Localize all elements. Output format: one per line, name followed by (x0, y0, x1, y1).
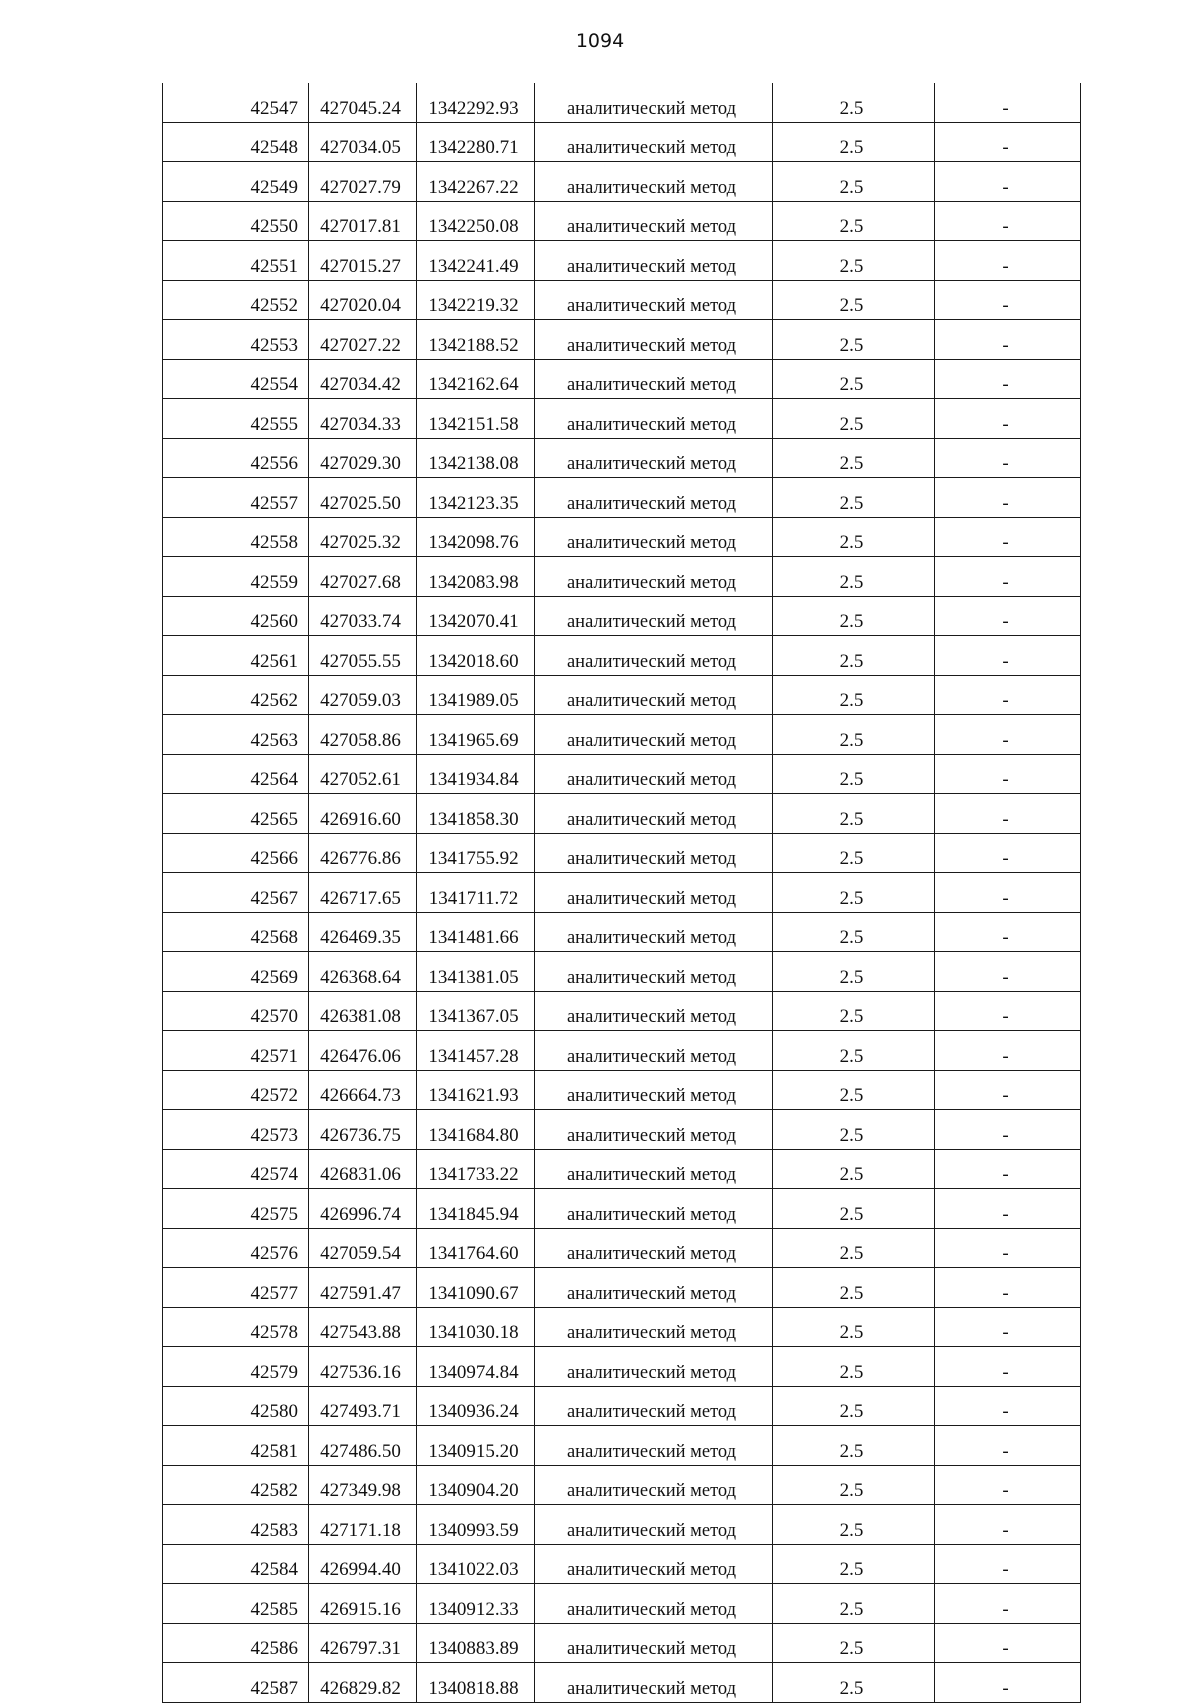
accuracy-cell: 2.5 (773, 1070, 935, 1110)
method-cell: аналитический метод (535, 241, 773, 281)
accuracy-cell: 2.5 (773, 83, 935, 122)
point-number-cell: 42579 (163, 1347, 309, 1387)
y-coordinate-cell: 1341090.67 (417, 1268, 535, 1308)
note-cell: - (935, 636, 1081, 676)
note-cell: - (935, 1623, 1081, 1663)
accuracy-cell: 2.5 (773, 1544, 935, 1584)
y-coordinate-cell: 1342267.22 (417, 162, 535, 202)
accuracy-cell: 2.5 (773, 675, 935, 715)
note-cell: - (935, 873, 1081, 913)
point-number-cell: 42570 (163, 991, 309, 1031)
table-row (163, 557, 1081, 597)
x-coordinate-cell: 426829.82 (309, 1663, 417, 1703)
point-number-cell: 42569 (163, 952, 309, 992)
accuracy-cell: 2.5 (773, 991, 935, 1031)
x-coordinate-cell: 427058.86 (309, 715, 417, 755)
accuracy-cell: 2.5 (773, 794, 935, 834)
x-coordinate-cell: 427591.47 (309, 1268, 417, 1308)
accuracy-cell: 2.5 (773, 1426, 935, 1466)
point-number-cell: 42550 (163, 201, 309, 241)
method-cell: аналитический метод (535, 201, 773, 241)
table-row (163, 715, 1081, 755)
point-number-cell: 42574 (163, 1149, 309, 1189)
y-coordinate-cell: 1342162.64 (417, 359, 535, 399)
accuracy-cell: 2.5 (773, 1189, 935, 1229)
method-cell: аналитический метод (535, 320, 773, 360)
accuracy-cell: 2.5 (773, 1307, 935, 1347)
point-number-cell: 42558 (163, 517, 309, 557)
accuracy-cell: 2.5 (773, 873, 935, 913)
x-coordinate-cell: 427171.18 (309, 1505, 417, 1545)
method-cell: аналитический метод (535, 1386, 773, 1426)
point-number-cell: 42573 (163, 1110, 309, 1150)
method-cell: аналитический метод (535, 517, 773, 557)
y-coordinate-cell: 1341733.22 (417, 1149, 535, 1189)
y-coordinate-cell: 1340818.88 (417, 1663, 535, 1703)
note-cell: - (935, 1426, 1081, 1466)
point-number-cell: 42576 (163, 1228, 309, 1268)
method-cell: аналитический метод (535, 991, 773, 1031)
y-coordinate-cell: 1341934.84 (417, 754, 535, 794)
accuracy-cell: 2.5 (773, 122, 935, 162)
accuracy-cell: 2.5 (773, 1110, 935, 1150)
note-cell: - (935, 1268, 1081, 1308)
method-cell: аналитический метод (535, 1505, 773, 1545)
table-row (163, 1268, 1081, 1308)
point-number-cell: 42585 (163, 1584, 309, 1624)
y-coordinate-cell: 1341989.05 (417, 675, 535, 715)
x-coordinate-cell: 426915.16 (309, 1584, 417, 1624)
y-coordinate-cell: 1342018.60 (417, 636, 535, 676)
y-coordinate-cell: 1341711.72 (417, 873, 535, 913)
point-number-cell: 42556 (163, 438, 309, 478)
page-number: 1094 (575, 30, 625, 52)
accuracy-cell: 2.5 (773, 754, 935, 794)
x-coordinate-cell: 426831.06 (309, 1149, 417, 1189)
table-row (163, 83, 1081, 122)
table-row (163, 1031, 1081, 1071)
y-coordinate-cell: 1341755.92 (417, 833, 535, 873)
note-cell: - (935, 122, 1081, 162)
y-coordinate-cell: 1340904.20 (417, 1465, 535, 1505)
x-coordinate-cell: 427493.71 (309, 1386, 417, 1426)
table-row (163, 754, 1081, 794)
method-cell: аналитический метод (535, 596, 773, 636)
y-coordinate-cell: 1341621.93 (417, 1070, 535, 1110)
coordinates-table (162, 83, 1081, 1703)
method-cell: аналитический метод (535, 675, 773, 715)
method-cell: аналитический метод (535, 1623, 773, 1663)
point-number-cell: 42568 (163, 912, 309, 952)
table-row (163, 517, 1081, 557)
y-coordinate-cell: 1340936.24 (417, 1386, 535, 1426)
accuracy-cell: 2.5 (773, 1465, 935, 1505)
y-coordinate-cell: 1341030.18 (417, 1307, 535, 1347)
x-coordinate-cell: 427020.04 (309, 280, 417, 320)
x-coordinate-cell: 427017.81 (309, 201, 417, 241)
table-row (163, 478, 1081, 518)
note-cell: - (935, 675, 1081, 715)
y-coordinate-cell: 1341845.94 (417, 1189, 535, 1229)
point-number-cell: 42554 (163, 359, 309, 399)
x-coordinate-cell: 426916.60 (309, 794, 417, 834)
note-cell: - (935, 1584, 1081, 1624)
note-cell: - (935, 359, 1081, 399)
note-cell: - (935, 1228, 1081, 1268)
note-cell: - (935, 557, 1081, 597)
method-cell: аналитический метод (535, 1347, 773, 1387)
y-coordinate-cell: 1341481.66 (417, 912, 535, 952)
x-coordinate-cell: 426736.75 (309, 1110, 417, 1150)
accuracy-cell: 2.5 (773, 715, 935, 755)
x-coordinate-cell: 427025.50 (309, 478, 417, 518)
x-coordinate-cell: 427027.22 (309, 320, 417, 360)
accuracy-cell: 2.5 (773, 517, 935, 557)
accuracy-cell: 2.5 (773, 952, 935, 992)
point-number-cell: 42571 (163, 1031, 309, 1071)
y-coordinate-cell: 1342241.49 (417, 241, 535, 281)
method-cell: аналитический метод (535, 1110, 773, 1150)
method-cell: аналитический метод (535, 557, 773, 597)
y-coordinate-cell: 1342219.32 (417, 280, 535, 320)
x-coordinate-cell: 427029.30 (309, 438, 417, 478)
x-coordinate-cell: 426994.40 (309, 1544, 417, 1584)
method-cell: аналитический метод (535, 715, 773, 755)
accuracy-cell: 2.5 (773, 399, 935, 439)
method-cell: аналитический метод (535, 754, 773, 794)
y-coordinate-cell: 1341022.03 (417, 1544, 535, 1584)
x-coordinate-cell: 427034.33 (309, 399, 417, 439)
point-number-cell: 42582 (163, 1465, 309, 1505)
x-coordinate-cell: 427055.55 (309, 636, 417, 676)
y-coordinate-cell: 1342123.35 (417, 478, 535, 518)
method-cell: аналитический метод (535, 1465, 773, 1505)
method-cell: аналитический метод (535, 1189, 773, 1229)
accuracy-cell: 2.5 (773, 1505, 935, 1545)
method-cell: аналитический метод (535, 1268, 773, 1308)
x-coordinate-cell: 426469.35 (309, 912, 417, 952)
x-coordinate-cell: 427349.98 (309, 1465, 417, 1505)
accuracy-cell: 2.5 (773, 912, 935, 952)
note-cell: - (935, 1307, 1081, 1347)
point-number-cell: 42587 (163, 1663, 309, 1703)
x-coordinate-cell: 426381.08 (309, 991, 417, 1031)
point-number-cell: 42565 (163, 794, 309, 834)
x-coordinate-cell: 426717.65 (309, 873, 417, 913)
table-row (163, 794, 1081, 834)
y-coordinate-cell: 1342098.76 (417, 517, 535, 557)
point-number-cell: 42564 (163, 754, 309, 794)
table-row (163, 991, 1081, 1031)
method-cell: аналитический метод (535, 1544, 773, 1584)
x-coordinate-cell: 427059.03 (309, 675, 417, 715)
coordinates-table-body (163, 83, 1081, 1702)
note-cell: - (935, 478, 1081, 518)
x-coordinate-cell: 427536.16 (309, 1347, 417, 1387)
accuracy-cell: 2.5 (773, 478, 935, 518)
method-cell: аналитический метод (535, 83, 773, 122)
point-number-cell: 42560 (163, 596, 309, 636)
point-number-cell: 42559 (163, 557, 309, 597)
accuracy-cell: 2.5 (773, 557, 935, 597)
accuracy-cell: 2.5 (773, 438, 935, 478)
point-number-cell: 42552 (163, 280, 309, 320)
y-coordinate-cell: 1341381.05 (417, 952, 535, 992)
point-number-cell: 42567 (163, 873, 309, 913)
accuracy-cell: 2.5 (773, 1268, 935, 1308)
accuracy-cell: 2.5 (773, 201, 935, 241)
method-cell: аналитический метод (535, 478, 773, 518)
note-cell: - (935, 1031, 1081, 1071)
point-number-cell: 42563 (163, 715, 309, 755)
note-cell: - (935, 201, 1081, 241)
point-number-cell: 42586 (163, 1623, 309, 1663)
y-coordinate-cell: 1342250.08 (417, 201, 535, 241)
table-row (163, 675, 1081, 715)
x-coordinate-cell: 427025.32 (309, 517, 417, 557)
method-cell: аналитический метод (535, 1307, 773, 1347)
table-row (163, 1149, 1081, 1189)
table-row (163, 1070, 1081, 1110)
accuracy-cell: 2.5 (773, 1386, 935, 1426)
table-row (163, 122, 1081, 162)
x-coordinate-cell: 426368.64 (309, 952, 417, 992)
note-cell: - (935, 991, 1081, 1031)
table-row (163, 1505, 1081, 1545)
accuracy-cell: 2.5 (773, 241, 935, 281)
point-number-cell: 42566 (163, 833, 309, 873)
table-row (163, 162, 1081, 202)
y-coordinate-cell: 1342280.71 (417, 122, 535, 162)
point-number-cell: 42547 (163, 83, 309, 122)
x-coordinate-cell: 427027.68 (309, 557, 417, 597)
y-coordinate-cell: 1341764.60 (417, 1228, 535, 1268)
table-row (163, 1584, 1081, 1624)
y-coordinate-cell: 1342188.52 (417, 320, 535, 360)
method-cell: аналитический метод (535, 1031, 773, 1071)
accuracy-cell: 2.5 (773, 320, 935, 360)
point-number-cell: 42580 (163, 1386, 309, 1426)
method-cell: аналитический метод (535, 1663, 773, 1703)
note-cell: - (935, 241, 1081, 281)
method-cell: аналитический метод (535, 1070, 773, 1110)
accuracy-cell: 2.5 (773, 1149, 935, 1189)
point-number-cell: 42561 (163, 636, 309, 676)
table-row (163, 1663, 1081, 1703)
table-row (163, 1465, 1081, 1505)
table-row (163, 596, 1081, 636)
table-row (163, 241, 1081, 281)
method-cell: аналитический метод (535, 1228, 773, 1268)
x-coordinate-cell: 427059.54 (309, 1228, 417, 1268)
y-coordinate-cell: 1340883.89 (417, 1623, 535, 1663)
x-coordinate-cell: 427027.79 (309, 162, 417, 202)
table-row (163, 1623, 1081, 1663)
x-coordinate-cell: 426797.31 (309, 1623, 417, 1663)
method-cell: аналитический метод (535, 833, 773, 873)
accuracy-cell: 2.5 (773, 1584, 935, 1624)
y-coordinate-cell: 1342070.41 (417, 596, 535, 636)
note-cell: - (935, 912, 1081, 952)
y-coordinate-cell: 1340915.20 (417, 1426, 535, 1466)
table-row (163, 1110, 1081, 1150)
method-cell: аналитический метод (535, 1426, 773, 1466)
accuracy-cell: 2.5 (773, 1663, 935, 1703)
table-row (163, 201, 1081, 241)
point-number-cell: 42551 (163, 241, 309, 281)
note-cell: - (935, 1347, 1081, 1387)
table-row (163, 1307, 1081, 1347)
method-cell: аналитический метод (535, 636, 773, 676)
note-cell: - (935, 83, 1081, 122)
note-cell: - (935, 1386, 1081, 1426)
table-row (163, 873, 1081, 913)
method-cell: аналитический метод (535, 122, 773, 162)
table-row (163, 912, 1081, 952)
note-cell: - (935, 1149, 1081, 1189)
y-coordinate-cell: 1341965.69 (417, 715, 535, 755)
y-coordinate-cell: 1342292.93 (417, 83, 535, 122)
accuracy-cell: 2.5 (773, 636, 935, 676)
table-row (163, 438, 1081, 478)
note-cell: - (935, 162, 1081, 202)
table-row (163, 833, 1081, 873)
method-cell: аналитический метод (535, 1584, 773, 1624)
table-row (163, 359, 1081, 399)
x-coordinate-cell: 426664.73 (309, 1070, 417, 1110)
table-row (163, 1544, 1081, 1584)
method-cell: аналитический метод (535, 438, 773, 478)
table-row (163, 1189, 1081, 1229)
accuracy-cell: 2.5 (773, 162, 935, 202)
note-cell: - (935, 280, 1081, 320)
accuracy-cell: 2.5 (773, 1623, 935, 1663)
table-row (163, 1386, 1081, 1426)
x-coordinate-cell: 427033.74 (309, 596, 417, 636)
point-number-cell: 42562 (163, 675, 309, 715)
note-cell: - (935, 320, 1081, 360)
point-number-cell: 42583 (163, 1505, 309, 1545)
method-cell: аналитический метод (535, 280, 773, 320)
point-number-cell: 42553 (163, 320, 309, 360)
method-cell: аналитический метод (535, 912, 773, 952)
y-coordinate-cell: 1340993.59 (417, 1505, 535, 1545)
method-cell: аналитический метод (535, 162, 773, 202)
point-number-cell: 42572 (163, 1070, 309, 1110)
x-coordinate-cell: 427543.88 (309, 1307, 417, 1347)
table-row (163, 399, 1081, 439)
y-coordinate-cell: 1340974.84 (417, 1347, 535, 1387)
note-cell: - (935, 754, 1081, 794)
table-row (163, 636, 1081, 676)
y-coordinate-cell: 1341684.80 (417, 1110, 535, 1150)
point-number-cell: 42555 (163, 399, 309, 439)
note-cell: - (935, 952, 1081, 992)
x-coordinate-cell: 427034.05 (309, 122, 417, 162)
accuracy-cell: 2.5 (773, 359, 935, 399)
accuracy-cell: 2.5 (773, 596, 935, 636)
y-coordinate-cell: 1341457.28 (417, 1031, 535, 1071)
point-number-cell: 42581 (163, 1426, 309, 1466)
table-row (163, 320, 1081, 360)
note-cell: - (935, 794, 1081, 834)
y-coordinate-cell: 1342138.08 (417, 438, 535, 478)
x-coordinate-cell: 427015.27 (309, 241, 417, 281)
x-coordinate-cell: 426476.06 (309, 1031, 417, 1071)
accuracy-cell: 2.5 (773, 1347, 935, 1387)
point-number-cell: 42575 (163, 1189, 309, 1229)
table-row (163, 1426, 1081, 1466)
note-cell: - (935, 399, 1081, 439)
method-cell: аналитический метод (535, 952, 773, 992)
table-row (163, 952, 1081, 992)
y-coordinate-cell: 1340912.33 (417, 1584, 535, 1624)
x-coordinate-cell: 427052.61 (309, 754, 417, 794)
note-cell: - (935, 1663, 1081, 1703)
note-cell: - (935, 438, 1081, 478)
accuracy-cell: 2.5 (773, 280, 935, 320)
point-number-cell: 42584 (163, 1544, 309, 1584)
table-row (163, 280, 1081, 320)
x-coordinate-cell: 427034.42 (309, 359, 417, 399)
y-coordinate-cell: 1342083.98 (417, 557, 535, 597)
method-cell: аналитический метод (535, 1149, 773, 1189)
note-cell: - (935, 1189, 1081, 1229)
note-cell: - (935, 517, 1081, 557)
method-cell: аналитический метод (535, 359, 773, 399)
point-number-cell: 42577 (163, 1268, 309, 1308)
point-number-cell: 42548 (163, 122, 309, 162)
point-number-cell: 42578 (163, 1307, 309, 1347)
note-cell: - (935, 1465, 1081, 1505)
point-number-cell: 42557 (163, 478, 309, 518)
x-coordinate-cell: 426996.74 (309, 1189, 417, 1229)
note-cell: - (935, 1505, 1081, 1545)
y-coordinate-cell: 1341367.05 (417, 991, 535, 1031)
point-number-cell: 42549 (163, 162, 309, 202)
method-cell: аналитический метод (535, 873, 773, 913)
table-row (163, 1228, 1081, 1268)
method-cell: аналитический метод (535, 794, 773, 834)
note-cell: - (935, 1070, 1081, 1110)
note-cell: - (935, 1110, 1081, 1150)
y-coordinate-cell: 1342151.58 (417, 399, 535, 439)
note-cell: - (935, 1544, 1081, 1584)
x-coordinate-cell: 426776.86 (309, 833, 417, 873)
x-coordinate-cell: 427045.24 (309, 83, 417, 122)
method-cell: аналитический метод (535, 399, 773, 439)
accuracy-cell: 2.5 (773, 1031, 935, 1071)
table-row (163, 1347, 1081, 1387)
x-coordinate-cell: 427486.50 (309, 1426, 417, 1466)
accuracy-cell: 2.5 (773, 1228, 935, 1268)
accuracy-cell: 2.5 (773, 833, 935, 873)
note-cell: - (935, 715, 1081, 755)
note-cell: - (935, 833, 1081, 873)
note-cell: - (935, 596, 1081, 636)
y-coordinate-cell: 1341858.30 (417, 794, 535, 834)
